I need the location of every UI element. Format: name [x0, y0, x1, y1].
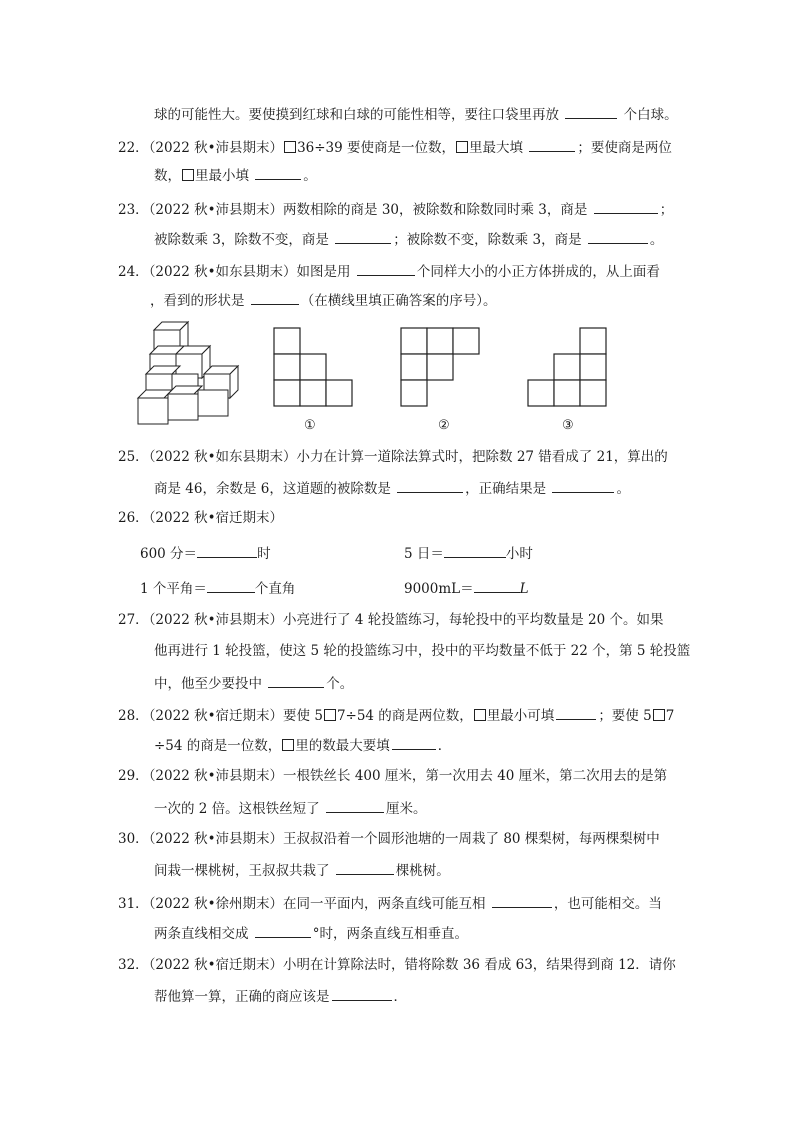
- box-icon: [182, 169, 194, 181]
- q32-blank[interactable]: [332, 985, 392, 1001]
- q26-item-d: 9000mL＝ L: [404, 577, 529, 599]
- q21-text: 球的可能性大。要使摸到红球和白球的可能性相等，要往口袋里再放: [154, 107, 559, 123]
- q25-line1: 25．（2022 秋•如东县期末）小力在计算一道除法算式时，把除数 27 错看成了 21，算出的: [118, 449, 668, 465]
- q26-line1: 26．（2022 秋•宿迁期末）: [118, 510, 284, 526]
- q22-blank-2[interactable]: [255, 164, 301, 180]
- q31-line2: 两条直线相交成 °时，两条直线互相垂直。: [154, 922, 468, 944]
- box-icon: [653, 709, 665, 721]
- q26-blank-c[interactable]: [207, 577, 255, 593]
- q27-blank[interactable]: [268, 672, 324, 688]
- q21-text-end: 个白球。: [623, 107, 678, 123]
- q25-line2: 商是 46，余数是 6，这道题的被除数是 ，正确结果是 。: [154, 477, 630, 499]
- q21-line: [154, 103, 678, 125]
- q27-line2: 他再进行 1 轮投篮，使这 5 轮的投篮练习中，投中的平均数量不低于 22 个，第 5 轮投篮: [154, 643, 691, 659]
- q23-line1: 23．（2022 秋•沛县期末）两数相除的商是 30，被除数和除数同时乘 3，商是 ；: [118, 198, 673, 220]
- box-icon: [456, 141, 468, 153]
- q26-item-b: 5 日＝ 小时: [404, 542, 533, 564]
- q32-line2: 帮他算一算，正确的商应该是 ．: [154, 985, 407, 1007]
- q28-line2: ÷54 的商是一位数， 里的数最大要填 ．: [154, 734, 451, 756]
- q31-blank-1[interactable]: [492, 892, 552, 908]
- q28-line1: 28．（2022 秋•宿迁期末）要使 5 7÷54 的商是两位数， 里最小可填 ；要使 5 7: [118, 704, 674, 726]
- q26-blank-b[interactable]: [444, 542, 506, 558]
- q25-blank-2[interactable]: [552, 477, 614, 493]
- q24-blank-2[interactable]: [251, 289, 299, 305]
- q26-blank-d[interactable]: [474, 577, 520, 593]
- q29-blank[interactable]: [326, 797, 384, 813]
- box-icon: [284, 141, 296, 153]
- q25-blank-1[interactable]: [397, 477, 463, 493]
- q26-item-c: 1 个平角＝ 个直角: [140, 577, 295, 599]
- q22-number: 22．: [118, 140, 149, 156]
- view-option-3[interactable]: [526, 326, 610, 408]
- option-1-label: ①: [304, 418, 316, 433]
- q24-blank-1[interactable]: [357, 260, 415, 276]
- q30-blank[interactable]: [336, 859, 394, 875]
- q27-line1: 27．（2022 秋•沛县期末）小亮进行了 4 轮投篮练习，每轮投中的平均数量是 20 个。如果: [118, 612, 664, 628]
- q22-line1: 22．（2022 秋•沛县期末） 36÷39 要使商是一位数， 里最大填 ；要使商是两位: [118, 136, 672, 158]
- q21-answer-blank[interactable]: [565, 103, 617, 119]
- cube-stack-figure: [134, 318, 244, 430]
- option-3-label: ③: [562, 418, 574, 433]
- option-2-label: ②: [438, 418, 450, 433]
- q23-line2: 被除数乘 3，除数不变，商是 ；被除数不变，除数乘 3，商是 。: [154, 228, 663, 250]
- q22-blank-1[interactable]: [529, 136, 575, 152]
- view-option-1[interactable]: [272, 326, 356, 408]
- q28-blank-2[interactable]: [392, 734, 436, 750]
- box-icon: [282, 739, 294, 751]
- box-icon: [324, 709, 336, 721]
- q22-line2: 数， 里最小填 。: [154, 164, 317, 186]
- q23-blank-3[interactable]: [588, 228, 648, 244]
- q27-line3: 中，他至少要投中 个。: [154, 672, 353, 694]
- q32-line1: 32．（2022 秋•宿迁期末）小明在计算除法时，错将除数 36 看成 63，结果得到商 12．请你: [118, 957, 676, 973]
- q29-line2: 一次的 2 倍。这根铁丝短了 厘米。: [154, 797, 426, 819]
- q23-blank-1[interactable]: [594, 198, 658, 214]
- q29-line1: 29．（2022 秋•沛县期末）一根铁丝长 400 厘米，第一次用去 40 厘米，第二次用去的是第: [118, 768, 668, 784]
- q23-blank-2[interactable]: [335, 228, 391, 244]
- q24-line1: 24．（2022 秋•如东县期末）如图是用 个同样大小的小正方体拼成的，从上面看: [118, 260, 660, 282]
- box-icon: [474, 709, 486, 721]
- q31-blank-2[interactable]: [255, 922, 311, 938]
- q30-line1: 30．（2022 秋•沛县期末）王叔叔沿着一个圆形池塘的一周栽了 80 棵梨树，每两棵梨树中: [118, 831, 660, 847]
- q26-item-a: 600 分＝ 时: [140, 542, 271, 564]
- q28-blank-1[interactable]: [556, 704, 596, 720]
- q24-line2: ，看到的形状是 （在横线里填正确答案的序号）。: [150, 289, 497, 311]
- view-option-2[interactable]: [399, 326, 483, 408]
- q31-line1: 31．（2022 秋•徐州期末）在同一平面内，两条直线可能互相 ，也可能相交。当: [118, 892, 662, 914]
- q26-blank-a[interactable]: [197, 542, 257, 558]
- q30-line2: 间栽一棵桃树，王叔叔共栽了 棵桃树。: [154, 859, 450, 881]
